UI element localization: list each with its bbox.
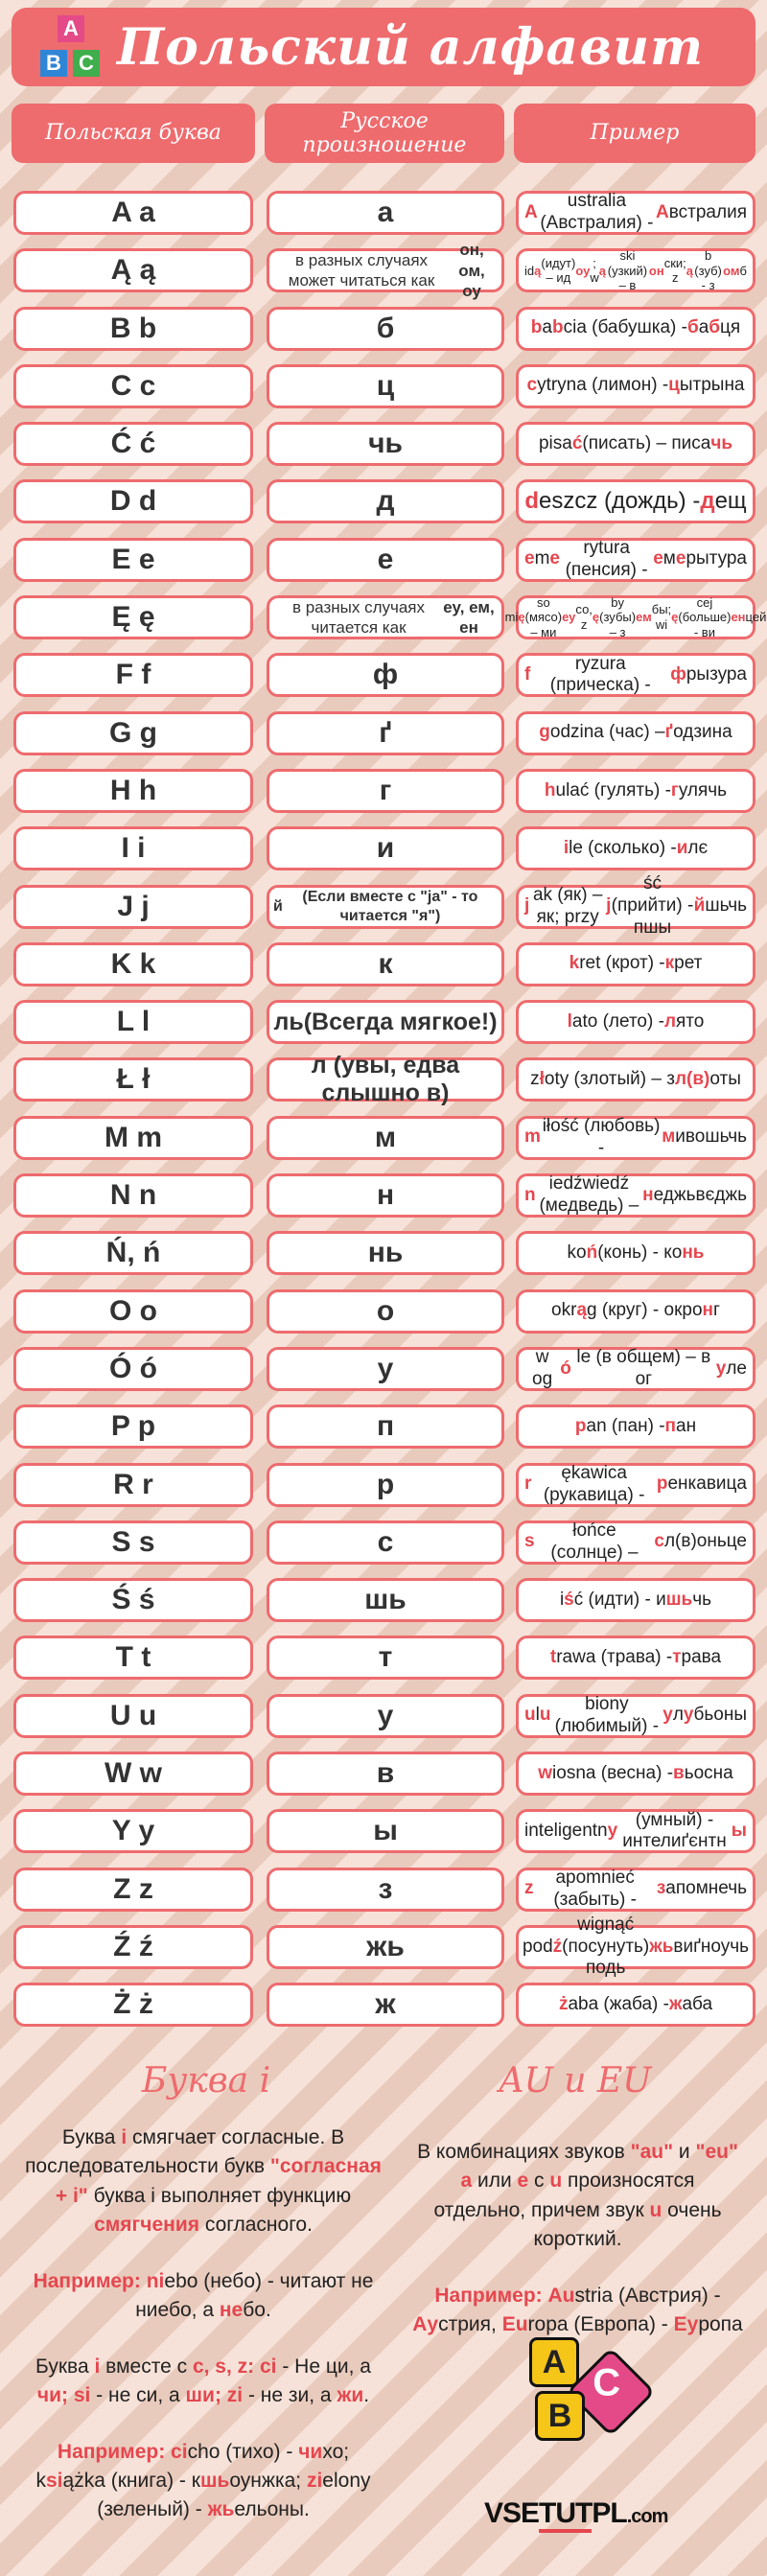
cell-polish-letter: Ó ó (13, 1347, 253, 1391)
header-banner (12, 8, 755, 86)
cell-russian-pronunciation: о (267, 1289, 504, 1334)
cell-russian-pronunciation: т (267, 1636, 504, 1680)
cell-example: i ś ć (идти) - и шь чь (516, 1578, 755, 1622)
cell-example: pod ź wignąć (посунуть) подь жь виґноучь (516, 1925, 755, 1969)
block-letter-a: A (529, 2337, 579, 2387)
cell-russian-pronunciation: е (267, 538, 504, 582)
table-row (0, 1169, 767, 1226)
table-row (0, 938, 767, 995)
cell-example: id ą (идут) – ид оу ; w ą ski (узкий) – в он ски; z ą b (зуб) - з ом б (516, 248, 755, 292)
cell-russian-pronunciation: ґ (267, 711, 504, 755)
table-row (0, 1689, 767, 1747)
cell-russian-pronunciation: б (267, 307, 504, 351)
cell-example: d eszcz (дождь) - д ещ (516, 479, 755, 523)
table-row (0, 1914, 767, 1979)
cell-russian-pronunciation: з (267, 1868, 504, 1912)
cell-polish-letter: Ń, ń (13, 1231, 253, 1275)
cell-russian-pronunciation: п (267, 1404, 504, 1449)
cell-example: u l u biony (любимый) - у л у бьоны (516, 1694, 755, 1738)
cell-russian-pronunciation: й (Если вместе с "ja" - то читается "я") (267, 885, 504, 929)
table-row (0, 995, 767, 1053)
cell-example: A ustralia (Австралия) - А встралия (516, 191, 755, 235)
cell-example: s łońce (солнце) – с л(в)оньце (516, 1520, 755, 1565)
cell-russian-pronunciation: у (267, 1347, 504, 1391)
cell-polish-letter: H h (13, 769, 253, 813)
cell-example: ż aba (жаба) - ж аба (516, 1983, 755, 2027)
table-row (0, 475, 767, 532)
cell-polish-letter: U u (13, 1694, 253, 1738)
column-header-russian-pronunciation: Русское произношение (265, 104, 504, 163)
section-paragraph: Например: niebo (небо) - читают не ниебо, а небо. (33, 2269, 374, 2322)
cell-russian-pronunciation: ль(Всегда мягкое!) (267, 1000, 504, 1044)
block-letter-b: B (535, 2391, 585, 2441)
alphabet-table (0, 186, 767, 2036)
section-title-letter-i: Буква i (141, 2061, 271, 2100)
table-row (0, 873, 767, 938)
cell-russian-pronunciation: р (267, 1463, 504, 1507)
table-row (0, 1226, 767, 1284)
table-row (0, 1458, 767, 1516)
cell-example: l ato (лето) - л ято (516, 1000, 755, 1044)
cell-example: t rawa (трава) - т рава (516, 1636, 755, 1680)
cell-russian-pronunciation: н (267, 1173, 504, 1218)
cell-russian-pronunciation: у (267, 1694, 504, 1738)
table-row (0, 186, 767, 244)
section-paragraph: Буква i смягчает согласные. В последовательности букв "согласная + i" буква i выполняет функцию смягчения согласного. (25, 2126, 382, 2237)
section-text-letter-i (21, 2123, 385, 2552)
table-row (0, 302, 767, 360)
table-row (0, 1111, 767, 1169)
table-row (0, 1053, 767, 1110)
cell-example: r ękawica (рукавица) - р енкавица (516, 1463, 755, 1507)
cell-polish-letter: Ś ś (13, 1578, 253, 1622)
cell-polish-letter: T t (13, 1636, 253, 1680)
cell-polish-letter: J j (13, 885, 253, 929)
table-row (0, 1978, 767, 2035)
cell-example: mi ę so (мясо) – ми еу со, z ę by (зубы) – з ем бы; wi ę cej (больше) - ви ен цей (504, 594, 767, 639)
cell-polish-letter: F f (13, 653, 253, 697)
cell-polish-letter: R r (13, 1463, 253, 1507)
table-row (0, 1863, 767, 1920)
cell-russian-pronunciation: л (увы, едва слышно в) (267, 1057, 504, 1102)
cell-example: i le (сколько) - и лє (516, 826, 755, 870)
cell-polish-letter: E e (13, 538, 253, 582)
cell-russian-pronunciation: а (267, 191, 504, 235)
cell-example: w og ó le (в общем) – в ог у ле (516, 1347, 755, 1391)
cell-russian-pronunciation: в (267, 1752, 504, 1796)
section-paragraph: Например: cicho (тихо) - чихо; książka (книга) - кшьоунжка; zielony (зеленый) - жьельоны. (35, 2440, 371, 2521)
cell-russian-pronunciation: ф (267, 653, 504, 697)
cell-russian-pronunciation: чь (267, 422, 504, 466)
cell-example: w iosna (весна) - в ьосна (516, 1752, 755, 1796)
cell-example: z apomnieć (забыть) - з апомнечь (516, 1868, 755, 1912)
column-header-polish-letter: Польская буква (12, 104, 255, 163)
cell-polish-letter: B b (13, 307, 253, 351)
cell-russian-pronunciation: в разных случаях читается как еу, ем, ен (267, 595, 504, 639)
cell-russian-pronunciation: шь (267, 1578, 504, 1622)
cell-polish-letter: Y y (13, 1809, 253, 1853)
cell-polish-letter: Ę ę (13, 595, 253, 639)
section-paragraph: Например: Austria (Австрия) - Аустрия, Europa (Европа) - Еуропа (412, 2284, 743, 2336)
cell-example: j ak (як) – як; przy j ść (прийти) - пшы й шьчь (516, 885, 755, 929)
cell-example: c ytryna (лимон) - ц ытрына (516, 364, 755, 408)
table-row (0, 648, 767, 706)
table-row (0, 591, 767, 648)
cell-polish-letter: G g (13, 711, 253, 755)
table-row (0, 1804, 767, 1862)
cell-russian-pronunciation: ы (267, 1809, 504, 1853)
cell-example: b a b cia (бабушка) - б а б ця (516, 307, 755, 351)
cell-example: g odzina (час) – ґ одзина (516, 711, 755, 755)
table-row (0, 764, 767, 822)
section-paragraph: В комбинациях звуков "au" и "eu" a или e с u произносятся отдельно, причем звук u очень короткий. (417, 2141, 738, 2251)
cell-russian-pronunciation: с (267, 1520, 504, 1565)
cell-example: ko ń (конь) - ко нь (516, 1231, 755, 1275)
cell-polish-letter: Ć ć (13, 422, 253, 466)
cell-example: p an (пан) - п ан (516, 1404, 755, 1449)
cell-russian-pronunciation: д (267, 479, 504, 523)
section-title-au-eu: AU и EU (499, 2061, 652, 2100)
cell-polish-letter: Ż ż (13, 1983, 253, 2027)
cell-polish-letter: Ź ź (13, 1925, 253, 1969)
table-row (0, 707, 767, 764)
cell-example: k ret (крот) - к рет (516, 942, 755, 986)
cell-example: f ryzura (прическа) - ф рызура (516, 653, 755, 697)
cell-polish-letter: D d (13, 479, 253, 523)
cell-polish-letter: C c (13, 364, 253, 408)
cell-russian-pronunciation: в разных случаях может читаться как он, ом, оу (267, 248, 504, 292)
cell-example: inteligentn y (умный) - интелиґєнтн ы (516, 1809, 755, 1853)
cell-russian-pronunciation: ц (267, 364, 504, 408)
cell-example: okr ą g (круг) - окро н г (516, 1289, 755, 1334)
cell-russian-pronunciation: г (267, 769, 504, 813)
cell-polish-letter: A a (13, 191, 253, 235)
cell-russian-pronunciation: ж (267, 1983, 504, 2027)
cell-russian-pronunciation: м (267, 1116, 504, 1160)
cell-polish-letter: L l (13, 1000, 253, 1044)
abc-blocks-icon (529, 2337, 654, 2472)
table-row (0, 1747, 767, 1804)
block-letter-c: C (566, 2347, 655, 2436)
table-row (0, 1285, 767, 1342)
table-row (0, 360, 767, 417)
cell-polish-letter: Z z (13, 1868, 253, 1912)
section-paragraph: Буква i вместе с c, s, z: ci - Не ци, а чи; si - не си, а ши; zi - не зи, а жи. (35, 2355, 371, 2407)
cell-polish-letter: P p (13, 1404, 253, 1449)
cell-russian-pronunciation: и (267, 826, 504, 870)
brand-logo: VSETUTPL.com (484, 2497, 733, 2530)
cell-polish-letter: Ł ł (13, 1057, 253, 1102)
cell-polish-letter: W w (13, 1752, 253, 1796)
cell-example: e m e rytura (пенсия) - е м е рытура (516, 538, 755, 582)
column-header-example: Пример (514, 104, 755, 163)
table-row (0, 1631, 767, 1688)
cell-polish-letter: I i (13, 826, 253, 870)
table-row (0, 1400, 767, 1457)
cell-example: pisa ć (писать) – писа чь (516, 422, 755, 466)
cell-example: n iedźwiedź (медведь) – н еджьвєджь (516, 1173, 755, 1218)
table-row (0, 241, 767, 301)
section-text-au-eu (412, 2138, 743, 2367)
cell-polish-letter: N n (13, 1173, 253, 1218)
cell-polish-letter: S s (13, 1520, 253, 1565)
cell-example: m iłość (любовь) - м ивошьчь (516, 1116, 755, 1160)
table-row (0, 822, 767, 879)
table-row (0, 1573, 767, 1631)
cell-russian-pronunciation: жь (267, 1925, 504, 1969)
table-row (0, 533, 767, 591)
cell-polish-letter: Ą ą (13, 248, 253, 292)
cell-russian-pronunciation: к (267, 942, 504, 986)
logo-letter-b: B (40, 50, 67, 77)
logo-letter-a: A (58, 15, 84, 42)
table-row (0, 417, 767, 475)
cell-polish-letter: K k (13, 942, 253, 986)
abc-logo-icon (21, 8, 117, 86)
logo-letter-c: C (73, 50, 100, 77)
cell-russian-pronunciation: нь (267, 1231, 504, 1275)
cell-example: h ulać (гулять) - г улячь (516, 769, 755, 813)
cell-example: z ł oty (злотый) – з л(в) оты (516, 1057, 755, 1102)
cell-polish-letter: O o (13, 1289, 253, 1334)
table-row (0, 1516, 767, 1573)
cell-polish-letter: M m (13, 1116, 253, 1160)
page-title: Польский алфавит (117, 17, 705, 77)
table-row (0, 1342, 767, 1400)
